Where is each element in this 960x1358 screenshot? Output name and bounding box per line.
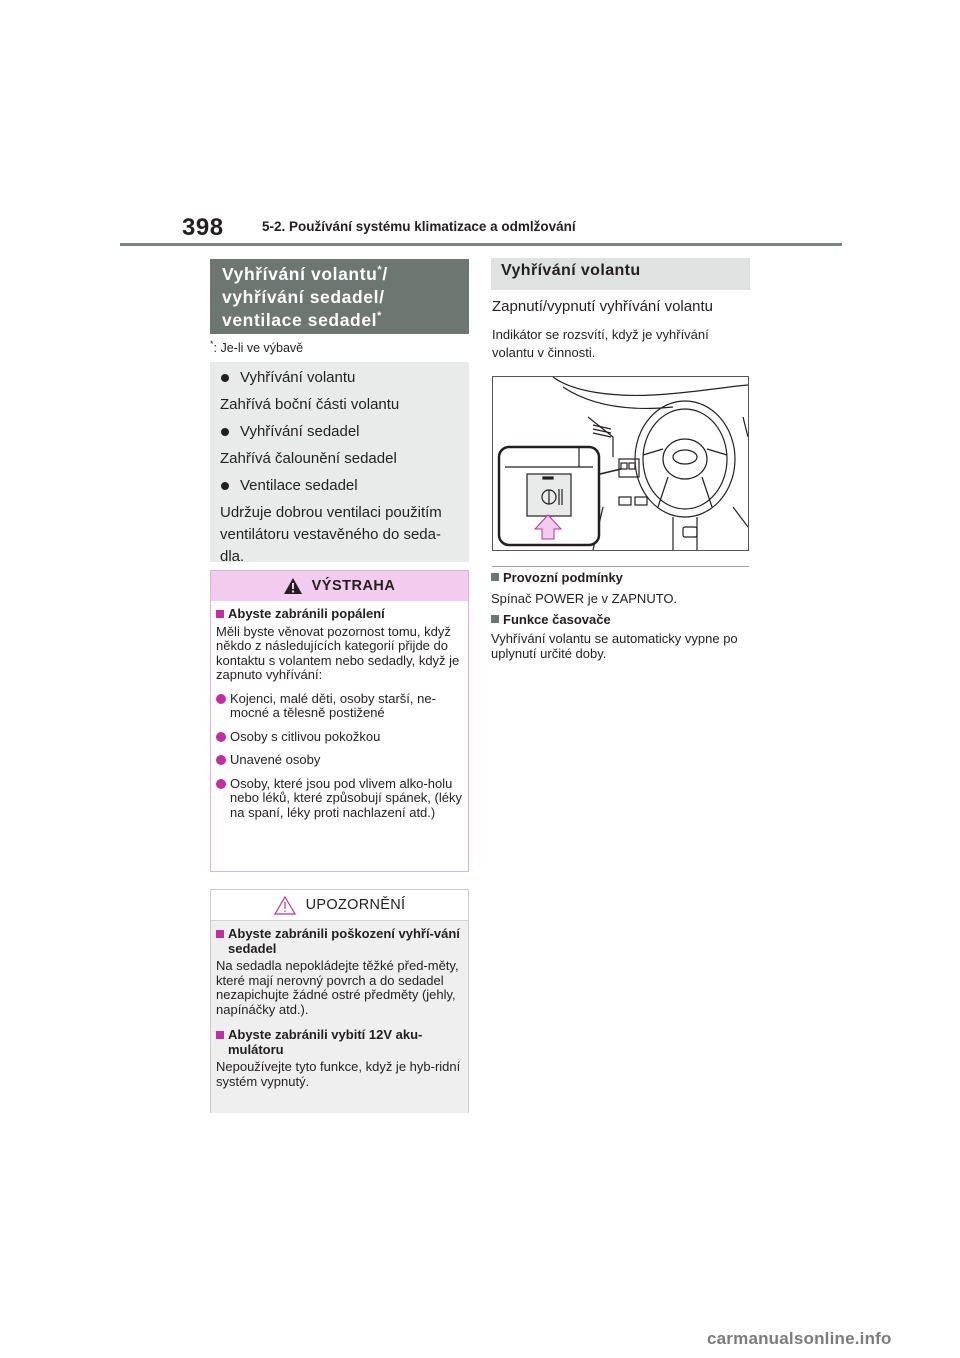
caution-text: Na sedadla nepokládejte těžké před-měty, které mají nerovný povrch a do sedadel nezapichujte žádné ostré předměty (jehly, napínáčky atd.). bbox=[216, 958, 459, 1017]
warning-item: Osoby s citlivou pokožkou bbox=[216, 730, 463, 745]
warning-header: VÝSTRAHA bbox=[211, 571, 468, 601]
square-bullet-icon bbox=[216, 1031, 224, 1039]
main-heading: Vyhřívání volantu*/ vyhřívání sedadel/ ventilace sedadel* bbox=[210, 259, 469, 334]
caution-text: Nepoužívejte tyto funkce, když je hyb-ridní systém vypnutý. bbox=[216, 1059, 461, 1089]
warning-item: Osoby, které jsou pod vlivem alko-holu nebo léků, které způsobují spánek, (léky na spaní, léky proti nachlazení atd.) bbox=[216, 777, 463, 821]
right-heading: Vyhřívání volantu bbox=[491, 258, 750, 290]
condition-heading: Provozní podmínky bbox=[491, 570, 749, 585]
right-description: Indikátor se rozsvítí, když je vyhřívání volantu v činnosti. bbox=[492, 327, 709, 360]
feature-item: Vyhřívání sedadel bbox=[220, 420, 459, 446]
condition-text: Spínač POWER je v ZAPNUTO. bbox=[491, 591, 678, 606]
square-bullet-icon bbox=[216, 610, 224, 618]
bullet-icon bbox=[221, 374, 229, 382]
circle-bullet-icon bbox=[216, 732, 226, 742]
feature-item: Vyhřívání volantu bbox=[220, 366, 459, 392]
warning-triangle-icon bbox=[284, 578, 302, 594]
bullet-icon bbox=[221, 482, 229, 490]
warning-box bbox=[210, 570, 469, 872]
warning-item: Kojenci, malé děti, osoby starší, ne-mocné a tělesně postižené bbox=[216, 692, 463, 721]
circle-bullet-icon bbox=[216, 694, 226, 704]
condition-heading: Funkce časovače bbox=[491, 612, 749, 627]
warning-heading: Abyste zabránili popálení bbox=[216, 607, 463, 622]
feature-description: Zahřívá čalounění sedadel bbox=[220, 450, 397, 467]
square-bullet-icon bbox=[216, 930, 224, 938]
feature-description: Udržuje dobrou ventilaci použitím ventilátoru vestavěného do seda-dla. bbox=[220, 504, 442, 565]
caution-box bbox=[210, 889, 469, 1113]
caution-heading: Abyste zabránili vybití 12V aku-mulátoru bbox=[216, 1028, 463, 1057]
circle-bullet-icon bbox=[216, 779, 226, 789]
steering-wheel-diagram-icon bbox=[493, 377, 748, 550]
caution-header: UPOZORNĚNÍ bbox=[211, 890, 468, 921]
watermark: carmanualsonline.info bbox=[707, 1329, 892, 1348]
circle-bullet-icon bbox=[216, 755, 226, 765]
section-title: 5-2. Používání systému klimatizace a odmlžování bbox=[262, 219, 576, 234]
header-divider bbox=[120, 243, 842, 246]
condition-text: Vyhřívání volantu se automaticky vypne po uplynutí určité doby. bbox=[491, 631, 738, 661]
warning-item: Unavené osoby bbox=[216, 753, 463, 768]
steering-wheel-illustration bbox=[492, 376, 749, 551]
page-number: 398 bbox=[182, 214, 224, 241]
square-bullet-icon bbox=[491, 615, 499, 623]
bullet-icon bbox=[221, 428, 229, 436]
features-panel bbox=[210, 362, 469, 565]
square-bullet-icon bbox=[491, 573, 499, 581]
caution-triangle-icon bbox=[274, 896, 296, 915]
caution-heading: Abyste zabránili poškození vyhří-vání sedadel bbox=[216, 927, 463, 956]
feature-description: Zahřívá boční části volantu bbox=[220, 396, 400, 413]
conditions-list bbox=[491, 570, 749, 667]
right-divider bbox=[492, 566, 749, 567]
right-subtitle: Zapnutí/vypnutí vyhřívání volantu bbox=[492, 298, 713, 315]
feature-item: Ventilace sedadel bbox=[220, 474, 459, 500]
warning-intro: Měli byste věnovat pozornost tomu, když někdo z následujících kategorií přijde do kontaktu s volantem nebo sedadly, když je zapnuto vyhřívání: bbox=[216, 623, 460, 682]
footnote: *: Je-li ve výbavě bbox=[210, 339, 304, 356]
